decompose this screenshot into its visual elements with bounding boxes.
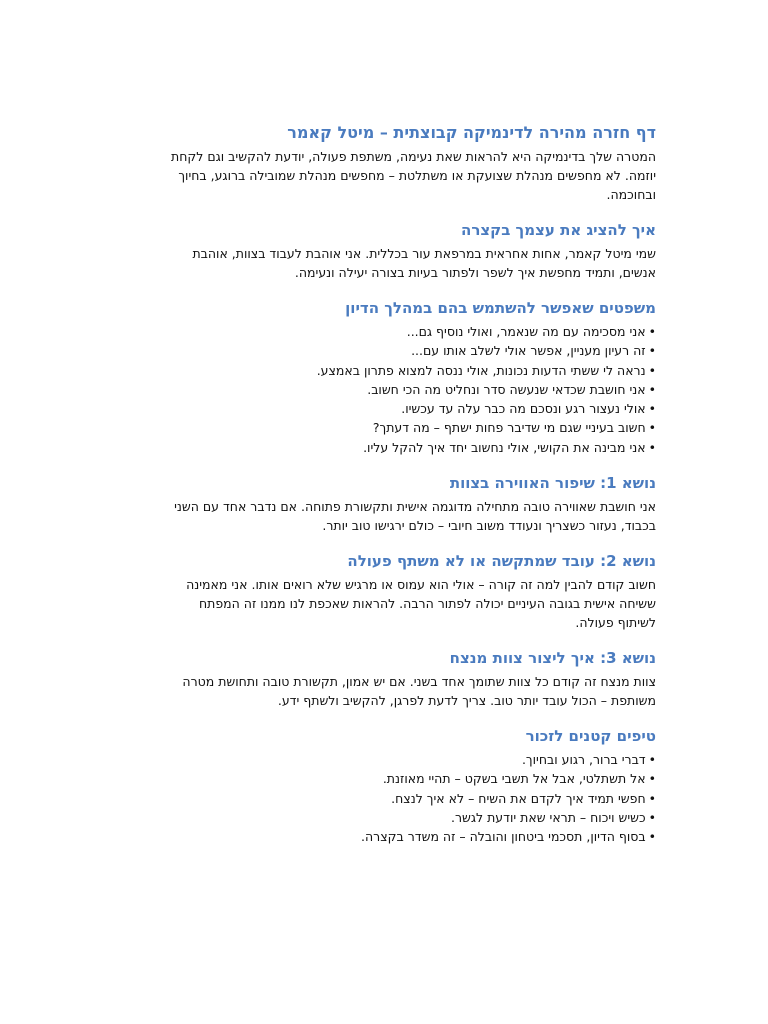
list-item — [112, 750, 656, 769]
topic2-line: חשוב קודם להבין למה זה קורה – אולי הוא עמוס או מרגיש שלא רואים אותו. אני מאמינה — [186, 577, 656, 593]
phrases-heading: משפטים שאפשר להשתמש בהם במהלך הדיון — [345, 299, 656, 317]
bullet-mark: • — [648, 752, 656, 768]
list-item — [112, 418, 656, 437]
list-item-text: זה רעיון מעניין, אפשר אולי לשלב אותו עם... — [411, 343, 646, 359]
list-item — [112, 808, 656, 827]
topic3-paragraph — [112, 672, 656, 710]
topic2-line: לשיתוף פעולה. — [575, 615, 656, 631]
bullet-mark: • — [648, 381, 656, 397]
topic1-line: בכבוד, נעזור כשצריך ונעודד משוב חיובי – כולם ירגישו טוב יותר. — [322, 518, 656, 534]
list-item — [112, 438, 656, 457]
bullet-mark: • — [648, 790, 656, 806]
list-item — [112, 769, 656, 788]
topic2-heading: נושא 2: עובד שמתקשה או לא משתף פעולה — [347, 552, 656, 571]
list-item-text: אולי נעצור רגע ונסכם מה כבר עלה עד עכשיו. — [401, 401, 646, 417]
list-item — [112, 789, 656, 808]
intro-line: שמי מיטל קאמר, אחות אחראית במרפאת עור בכללית. אני אוהבת לעבוד בצוות, אוהבת — [192, 246, 656, 261]
intro-paragraph — [112, 244, 656, 282]
list-item — [112, 322, 656, 341]
topic3-line: צוות מנצח זה קודם כל צוות שתומך אחד בשני. אם יש אמון, תקשורת טובה ותחושת מטרה — [182, 674, 656, 690]
goal-line: המטרה שלך בדינמיקה היא להראות שאת נעימה, משתפת פעולה, יודעת להקשיב וגם לקחת — [171, 149, 656, 164]
topic1-paragraph — [112, 497, 656, 535]
bullet-mark: • — [648, 343, 656, 359]
topic1-heading: נושא 1: שיפור האווירה בצוות — [449, 474, 656, 493]
list-item-text: אני מבינה את הקושי, אולי נחשוב יחד איך להקל עליו. — [363, 439, 646, 455]
list-item-text: חפשי תמיד איך לקדם את השיח – לא איך לנצח. — [391, 790, 646, 806]
list-item-text: אני מסכימה עם מה שנאמר, ואולי נוסיף גם... — [406, 324, 646, 339]
list-item-text: בסוף הדיון, תסכמי ביטחון והובלה – זה משדר בקצרה. — [361, 829, 646, 845]
list-item-text: אני חושבת שכדאי שנעשה סדר ונחליט מה הכי חשוב. — [367, 381, 646, 397]
topic2-line: ששיחה אישית בגובה העיניים יכולה לפתור הרבה. להראות שאכפת לנו ממנו זה המפתח — [198, 596, 656, 612]
list-item-text: חשוב בעיניי שגם מי שדיבר פחות ישתף – מה דעתך? — [372, 420, 646, 436]
list-item-text: דברי ברור, רגוע ובחיוך. — [521, 752, 646, 768]
list-item-text: נראה לי ששתי הדעות נכונות, אולי ננסה למצוא פתרון באמצע. — [316, 362, 646, 378]
intro-heading: איך להציג את עצמך בקצרה — [461, 221, 656, 239]
goal-line: יוזמה. לא מחפשים מנהלת שצועקת או משתלטת – מחפשים מנהלת שמובילה ברוגע, בחיוך — [178, 168, 656, 183]
bullet-mark: • — [648, 401, 656, 417]
goal-paragraph — [112, 147, 656, 204]
topic3-heading: נושא 3: איך ליצור צוות מנצח — [449, 649, 656, 668]
bullet-mark: • — [648, 829, 656, 845]
list-item — [112, 827, 656, 846]
list-item — [112, 399, 656, 418]
bullet-mark: • — [648, 809, 656, 825]
bullet-mark: • — [648, 439, 656, 455]
bullet-mark: • — [648, 771, 656, 787]
goal-line: ובחוכמה. — [606, 187, 656, 202]
tips-heading: טיפים קטנים לזכור — [525, 727, 656, 746]
bullet-mark: • — [648, 420, 656, 436]
phrases-list — [112, 322, 656, 457]
intro-line: אנשים, ותמיד מחפשת איך לשפר ולפתור בעיות בצורה יעילה ונעימה. — [294, 265, 656, 280]
list-item — [112, 361, 656, 380]
topic3-line: משותפת – הכול עובד יותר טוב. צריך לדעת לפרגן, להקשיב ולשתף ידע. — [277, 693, 656, 709]
list-item-text: אל תשתלטי, אבל אל תשבי בשקט – תהיי מאוזנת. — [382, 771, 646, 787]
document-title: דף חזרה מהירה לדינמיקה קבוצתית – מיטל קאמר — [287, 123, 656, 142]
bullet-mark: • — [648, 324, 656, 339]
list-item-text: כשיש ויכוח – תראי שאת יודעת לגשר. — [450, 809, 646, 825]
document-page — [112, 122, 656, 847]
list-item — [112, 380, 656, 399]
list-item — [112, 341, 656, 360]
tips-list — [112, 750, 656, 846]
topic2-paragraph — [112, 575, 656, 632]
bullet-mark: • — [648, 362, 656, 378]
topic1-line: אני חושבת שאווירה טובה מתחילה מדוגמה אישית ותקשורת פתוחה. אם נדבר אחד עם השני — [174, 499, 656, 515]
